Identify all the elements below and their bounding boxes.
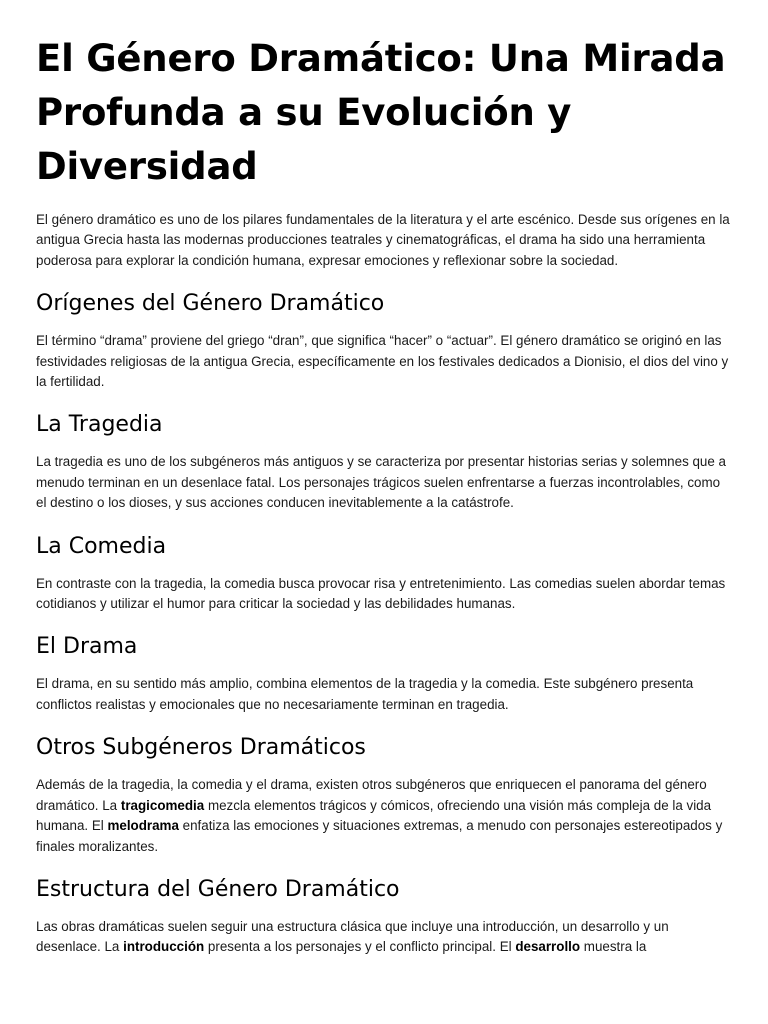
term-tragicomedia: tragicomedia — [120, 797, 205, 813]
heading-drama: El Drama — [36, 634, 138, 660]
heading-comedia: La Comedia — [36, 533, 167, 559]
heading-otros: Otros Subgéneros Dramáticos — [36, 735, 366, 761]
page-title: El Género Dramático: Una Mirada Profunda a su Evolución y Diversidad — [36, 37, 726, 188]
heading-tragedia: La Tragedia — [36, 412, 163, 438]
paragraph-origenes: El término “drama” proviene del griego “dran”, que significa “hacer” o “actuar”. El género dramático se originó en las festividades religiosas de la antigua Grecia, específicamente en los festivales dedicados a Dionisio, el dios del vino y la fertilidad. — [36, 333, 729, 390]
term-introduccion: introducción — [123, 939, 205, 955]
text-segment: enfatiza las emociones y situaciones extremas, a menudo con personajes estereotipados y finales moralizantes. — [36, 818, 723, 854]
paragraph-comedia: En contraste con la tragedia, la comedia busca provocar risa y entretenimiento. Las comedias suelen abordar temas cotidianos y utilizar el humor para criticar la sociedad y las debilidades humanas. — [36, 575, 726, 612]
heading-origenes: Orígenes del Género Dramático — [36, 291, 385, 317]
text-segment: Además de la tragedia, la comedia y el drama, existen otros subgéneros que enriquecen el panorama del género dramático. La — [36, 777, 707, 813]
paragraph-estructura — [36, 917, 732, 958]
term-desarrollo: desarrollo — [515, 939, 581, 955]
paragraph-otros — [36, 775, 732, 857]
heading-estructura: Estructura del Género Dramático — [36, 876, 400, 902]
term-melodrama: melodrama — [107, 818, 179, 834]
text-segment: mezcla elementos trágicos y cómicos, ofreciendo una visión más compleja de la vida humana. El — [36, 797, 712, 834]
intro-paragraph: El género dramático es uno de los pilares fundamentales de la literatura y el arte escénico. Desde sus orígenes en la antigua Grecia hasta las modernas producciones teatrales y cinematográficas, el drama ha sido una herramienta poderosa para explorar la condición humana, expresar emociones y reflexionar sobre la sociedad. — [36, 212, 730, 268]
paragraph-tragedia: La tragedia es uno de los subgéneros más antiguos y se caracteriza por presentar historias serias y solemnes que a menudo terminan en un desenlace fatal. Los personajes trágicos suelen enfrentarse a fuerzas incontrolables, como el destino o los dioses, y sus acciones conducen inevitablemente a la catástrofe. — [36, 454, 726, 511]
text-segment: muestra la — [580, 939, 647, 955]
text-segment: presenta a los personajes y el conflicto principal. El — [204, 939, 516, 955]
paragraph-drama: El drama, en su sentido más amplio, combina elementos de la tragedia y la comedia. Este subgénero presenta conflictos realistas y emocionales que no necesariamente terminan en tragedia. — [36, 676, 694, 712]
text-segment: Las obras dramáticas suelen seguir una estructura clásica que incluye una introducción, un desarrollo y un desenlace. La — [36, 918, 669, 955]
